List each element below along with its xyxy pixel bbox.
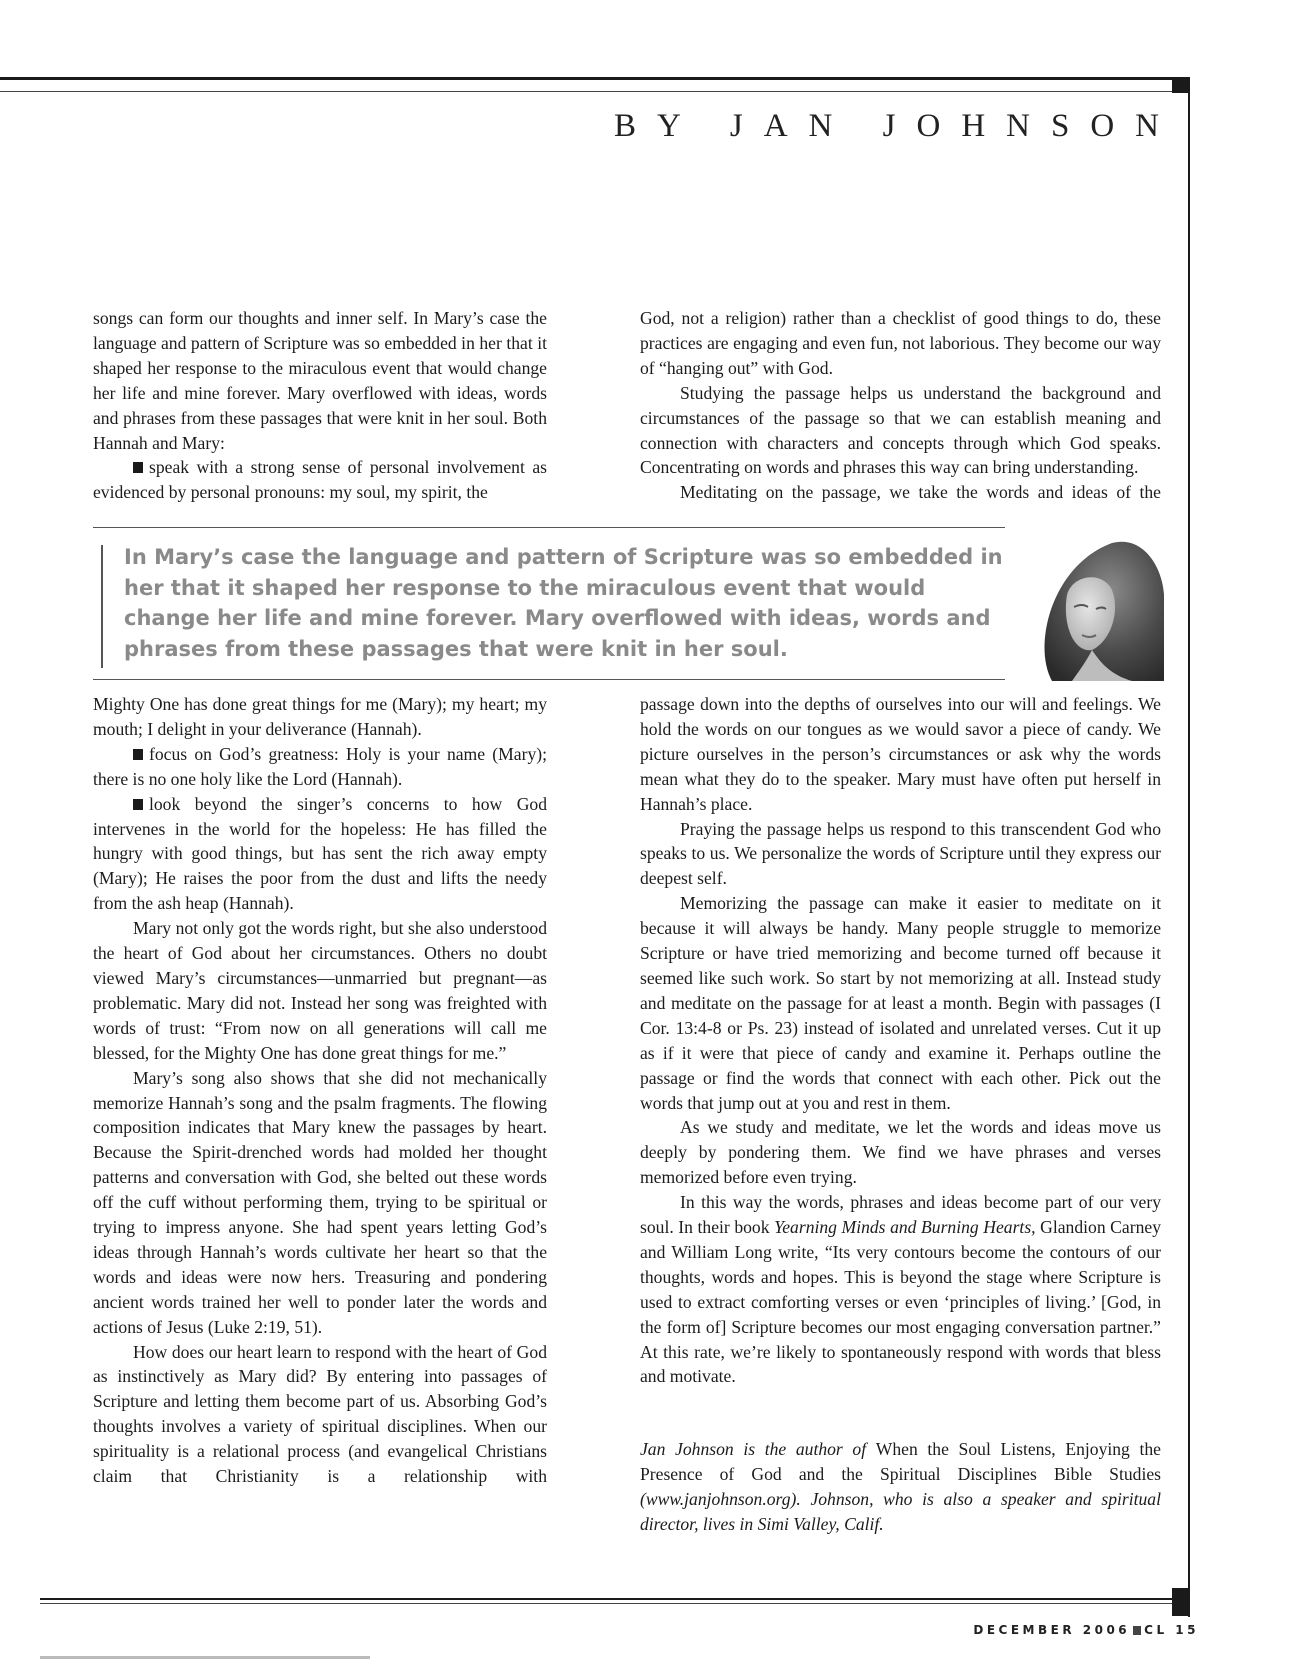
book-title: Yearning Minds and Burning Hearts, — [774, 1217, 1036, 1238]
column-right-top — [640, 306, 1161, 505]
bottom-rule-thin — [40, 1603, 1190, 1604]
paragraph: passage down into the depths of ourselves into our will and feelings. We hold the words on our tongues as we would savor a piece of candy. We picture ourselves in the person’s circumstances or ask why the words mean what they do to the speaker. Mary must have often put herself in Hannah’s place. — [640, 694, 1161, 814]
top-rule — [0, 77, 1190, 80]
pull-quote: In Mary’s case the language and pattern of Scripture was so embedded in her that it shaped her response to the miraculous event that would change her life and mine forever. Mary overflowed with ideas, words and phrases from these passages that were knit in her soul. — [124, 545, 1003, 661]
paragraph: How does our heart learn to respond with the heart of God as instinctively as Mary did? By entering into passages of Scripture and letting them become part of us. Absorbing God’s thoughts involves a variety of spiritual disciplines. When our spirituality is a relational process (and evangelical Christians claim that Christianity is a relationship with — [93, 1341, 547, 1487]
right-frame-rule — [1188, 77, 1190, 1617]
bottom-rule — [40, 1598, 1190, 1600]
page-number: 15 — [1175, 1623, 1199, 1637]
paragraph: Mary’s song also shows that she did not mechanically memorize Hannah’s song and the psalm fragments. The flowing composition indicates that Mary knew the passages by heart. Because the Spirit-drenched words had molded her thought patterns and conversation with God, she belted out these words off the cuff without performing them, trying to be spiritual or trying to impress anyone. She had spent years letting God’s ideas through Hannah’s words cultivate her heart so that the words and ideas were now hers. Treasuring and pondering ancient words trained her well to ponder later the words and actions of Jesus (Luke 2:19, 51). — [93, 1067, 547, 1337]
square-bullet-icon — [133, 799, 143, 810]
bullet-paragraph: look beyond the singer’s concerns to how God intervenes in the world for the hopeless: He has filled the hungry with good things, but has sent the rich away empty (Mary); He raises the poor from the dust and lifts the needy from the ash heap (Hannah). — [93, 793, 547, 914]
bottom-edge-shadow — [40, 1656, 370, 1659]
square-bullet-icon — [133, 462, 143, 473]
column-left-top — [93, 306, 547, 505]
column-right-bottom — [640, 692, 1161, 1537]
paragraph: Praying the passage helps us respond to this transcendent God who speaks to us. We personalize the words of Scripture until they express our deepest self. — [640, 818, 1161, 889]
page-footer — [973, 1623, 1199, 1637]
top-rule-thin — [0, 91, 1172, 92]
book-titles: When the Soul Listens, Enjoying the Presence of God and the Spiritual Disciplines Bible Studies — [640, 1439, 1161, 1485]
magazine-code: CL — [1144, 1623, 1168, 1637]
paragraph: As we study and meditate, we let the words and ideas move us deeply by pondering them. We find we have phrases and verses memorized before even trying. — [640, 1117, 1161, 1188]
paragraph: songs can form our thoughts and inner self. In Mary’s case the language and pattern of Scripture was so embedded in her that it shaped her response to the miraculous event that would change her life and mine forever. Mary overflowed with ideas, words and phrases from these passages that were knit in her soul. Both Hannah and Mary: — [93, 308, 547, 453]
mary-portrait-image — [1012, 525, 1164, 681]
paragraph: Mary not only got the words right, but she also understood the heart of God about her circumstances. Others no doubt viewed Mary’s circumstances—unmarried but pregnant—as problematic. Mary did not. Instead her song was freighted with words of trust: “From now on all generations will call me blessed, for the Mighty One has done great things for me.” — [93, 918, 547, 1063]
byline: BY JAN JOHNSON — [614, 108, 1180, 144]
paragraph: Mighty One has done great things for me (Mary); my heart; my mouth; I delight in your deliverance (Hannah). — [93, 694, 547, 739]
paragraph: Meditating on the passage, we take the words and ideas of the — [680, 482, 1161, 503]
issue-date: DECEMBER 2006 — [973, 1623, 1131, 1637]
paragraph: God, not a religion) rather than a checklist of good things to do, these practices are engaging and even fun, not laborious. They become our way of “hanging out” with God. — [640, 308, 1161, 378]
column-left-bottom — [93, 692, 547, 1489]
square-separator-icon — [1133, 1626, 1141, 1635]
paragraph: Memorizing the passage can make it easier to meditate on it because it will always be handy. Many people struggle to memorize Scripture or have tried memorizing and become turned off because it seemed like such work. So start by not memorizing at all. Instead study and meditate on the passage for at least a month. Begin with passages (I Cor. 13:4-8 or Ps. 23) instead of isolated and unrelated verses. Cut it up as if it were that piece of candy and examine it. Perhaps outline the passage or find the words that connect with each other. Pick out the words that jump out at you and rest in them. — [640, 893, 1161, 1113]
square-bullet-icon — [133, 749, 143, 760]
paragraph: Studying the passage helps us understand the background and circumstances of the passage so that we can establish meaning and connection with characters and concepts through which God speaks. Concentrating on words and phrases this way can bring understanding. — [640, 382, 1161, 478]
bullet-paragraph: speak with a strong sense of personal involvement as evidenced by personal pronouns: my soul, my spirit, the — [93, 457, 547, 503]
bottom-corner-block — [1172, 1588, 1190, 1616]
paragraph: In this way the words, phrases and ideas become part of our very soul. In their book Yearning Minds and Burning Hearts, Glandion Carney and William Long write, “Its very contours become the contours of our thoughts, words and hopes. This is beyond the stage where Scripture is used to extract comforting verses or even ‘principles of living.’ [God, in the form of] Scripture becomes our most engaging conversation partner.” At this rate, we’re likely to spontaneously respond with words that bless and motivate. — [640, 1192, 1161, 1387]
author-bio: Jan Johnson is the author of When the Soul Listens, Enjoying the Presence of God and the Spiritual Disciplines Bible Studies (www.janjohnson.org). Johnson, who is also a speaker and spiritual director, lives in Simi Valley, Calif. — [640, 1439, 1161, 1535]
bullet-paragraph: focus on God’s greatness: Holy is your name (Mary); there is no one holy like the Lord (Hannah). — [93, 743, 547, 789]
